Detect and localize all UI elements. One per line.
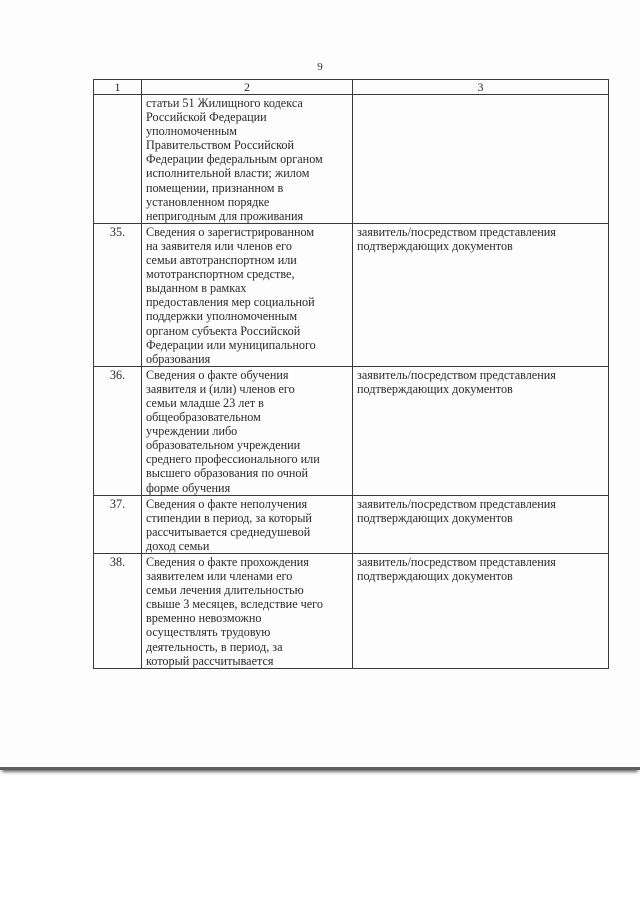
table-row xyxy=(94,223,609,366)
text-line: рассчитывается среднедушевой xyxy=(146,524,311,539)
row-number: 37. xyxy=(94,495,142,553)
text-line: исполнительной власти; жилом xyxy=(146,166,310,181)
text-line: деятельность, в период, за xyxy=(146,639,283,654)
text-line: непригодным для проживания xyxy=(146,208,304,223)
text-line: заявителя и (или) членов его xyxy=(146,381,295,396)
table-header-row xyxy=(94,80,609,95)
text-line: подтверждающих документов xyxy=(357,569,513,584)
table-row xyxy=(94,495,609,553)
text-line: временно невозможно xyxy=(146,611,262,626)
text-line: статьи 51 Жилищного кодекса xyxy=(146,96,303,110)
text-line: Сведения о факте прохождения xyxy=(146,555,309,569)
table-row xyxy=(94,95,609,224)
text-line: Федерации федеральным органом xyxy=(146,152,323,167)
data-table xyxy=(93,79,609,669)
text-line: свыше 3 месяцев, вследствие чего xyxy=(146,597,323,612)
column-header-number: 1 xyxy=(94,80,142,95)
text-line: семьи младше 23 лет в xyxy=(146,395,264,410)
row-source xyxy=(353,495,609,553)
table-row xyxy=(94,554,609,669)
row-number xyxy=(94,95,142,224)
row-number: 36. xyxy=(94,366,142,495)
column-header-source: 3 xyxy=(353,80,609,95)
text-line: подтверждающих документов xyxy=(357,238,513,253)
row-source xyxy=(353,223,609,366)
text-line: на заявителя или членов его xyxy=(146,238,292,253)
text-line: поддержки уполномоченным xyxy=(146,309,298,324)
text-line: доход семьи xyxy=(146,538,210,553)
row-description xyxy=(142,495,353,553)
text-line: заявитель/посредством представления xyxy=(357,555,556,569)
text-line: Сведения о зарегистрированном xyxy=(146,224,315,239)
text-line: Федерации или муниципального xyxy=(146,337,316,352)
page-number: 9 xyxy=(317,61,323,73)
text-line: форме обучения xyxy=(146,480,231,495)
text-line: установленном порядке xyxy=(146,194,270,209)
text-line: подтверждающих документов xyxy=(357,381,513,396)
text-line: предоставления мер социальной xyxy=(146,295,315,310)
row-source xyxy=(353,95,609,224)
text-line: заявитель/посредством представления xyxy=(357,367,556,382)
table-row xyxy=(94,366,609,495)
text-line: Российской Федерации xyxy=(146,110,267,125)
row-number: 35. xyxy=(94,223,142,366)
text-line: Сведения о факте неполучения xyxy=(146,496,308,511)
text-line: который рассчитывается xyxy=(146,653,274,668)
row-source xyxy=(353,366,609,495)
text-line: Сведения о факте обучения xyxy=(146,367,289,382)
text-line: семьи автотранспортном или xyxy=(146,253,297,268)
row-number: 38. xyxy=(94,554,142,669)
row-description xyxy=(142,554,353,669)
text-line: уполномоченным xyxy=(146,124,237,139)
text-line: помещении, признанном в xyxy=(146,180,284,195)
text-line: семьи лечения длительностью xyxy=(146,583,304,598)
row-description xyxy=(142,95,353,224)
text-line: осуществлять трудовую xyxy=(146,625,271,640)
row-description xyxy=(142,366,353,495)
text-line: заявителем или членами его xyxy=(146,569,293,584)
text-line: стипендии в период, за который xyxy=(146,510,312,525)
text-line: органом субъекта Российской xyxy=(146,323,301,338)
text-line: подтверждающих документов xyxy=(357,510,513,525)
text-line: среднего профессионального или xyxy=(146,452,320,467)
row-description xyxy=(142,223,353,366)
text-line: высшего образования по очной xyxy=(146,466,309,481)
text-line: заявитель/посредством представления xyxy=(357,224,556,239)
text-line: образовательном учреждении xyxy=(146,438,301,453)
text-line: Правительством Российской xyxy=(146,138,295,153)
text-line: учреждении либо xyxy=(146,424,238,439)
text-line: мототранспортном средстве, xyxy=(146,267,295,282)
text-line: общеобразовательном xyxy=(146,410,261,425)
text-line: заявитель/посредством представления xyxy=(357,496,556,511)
row-source xyxy=(353,554,609,669)
column-header-description: 2 xyxy=(142,80,353,95)
text-line: выданном в рамках xyxy=(146,281,247,296)
text-line: образования xyxy=(146,351,211,366)
